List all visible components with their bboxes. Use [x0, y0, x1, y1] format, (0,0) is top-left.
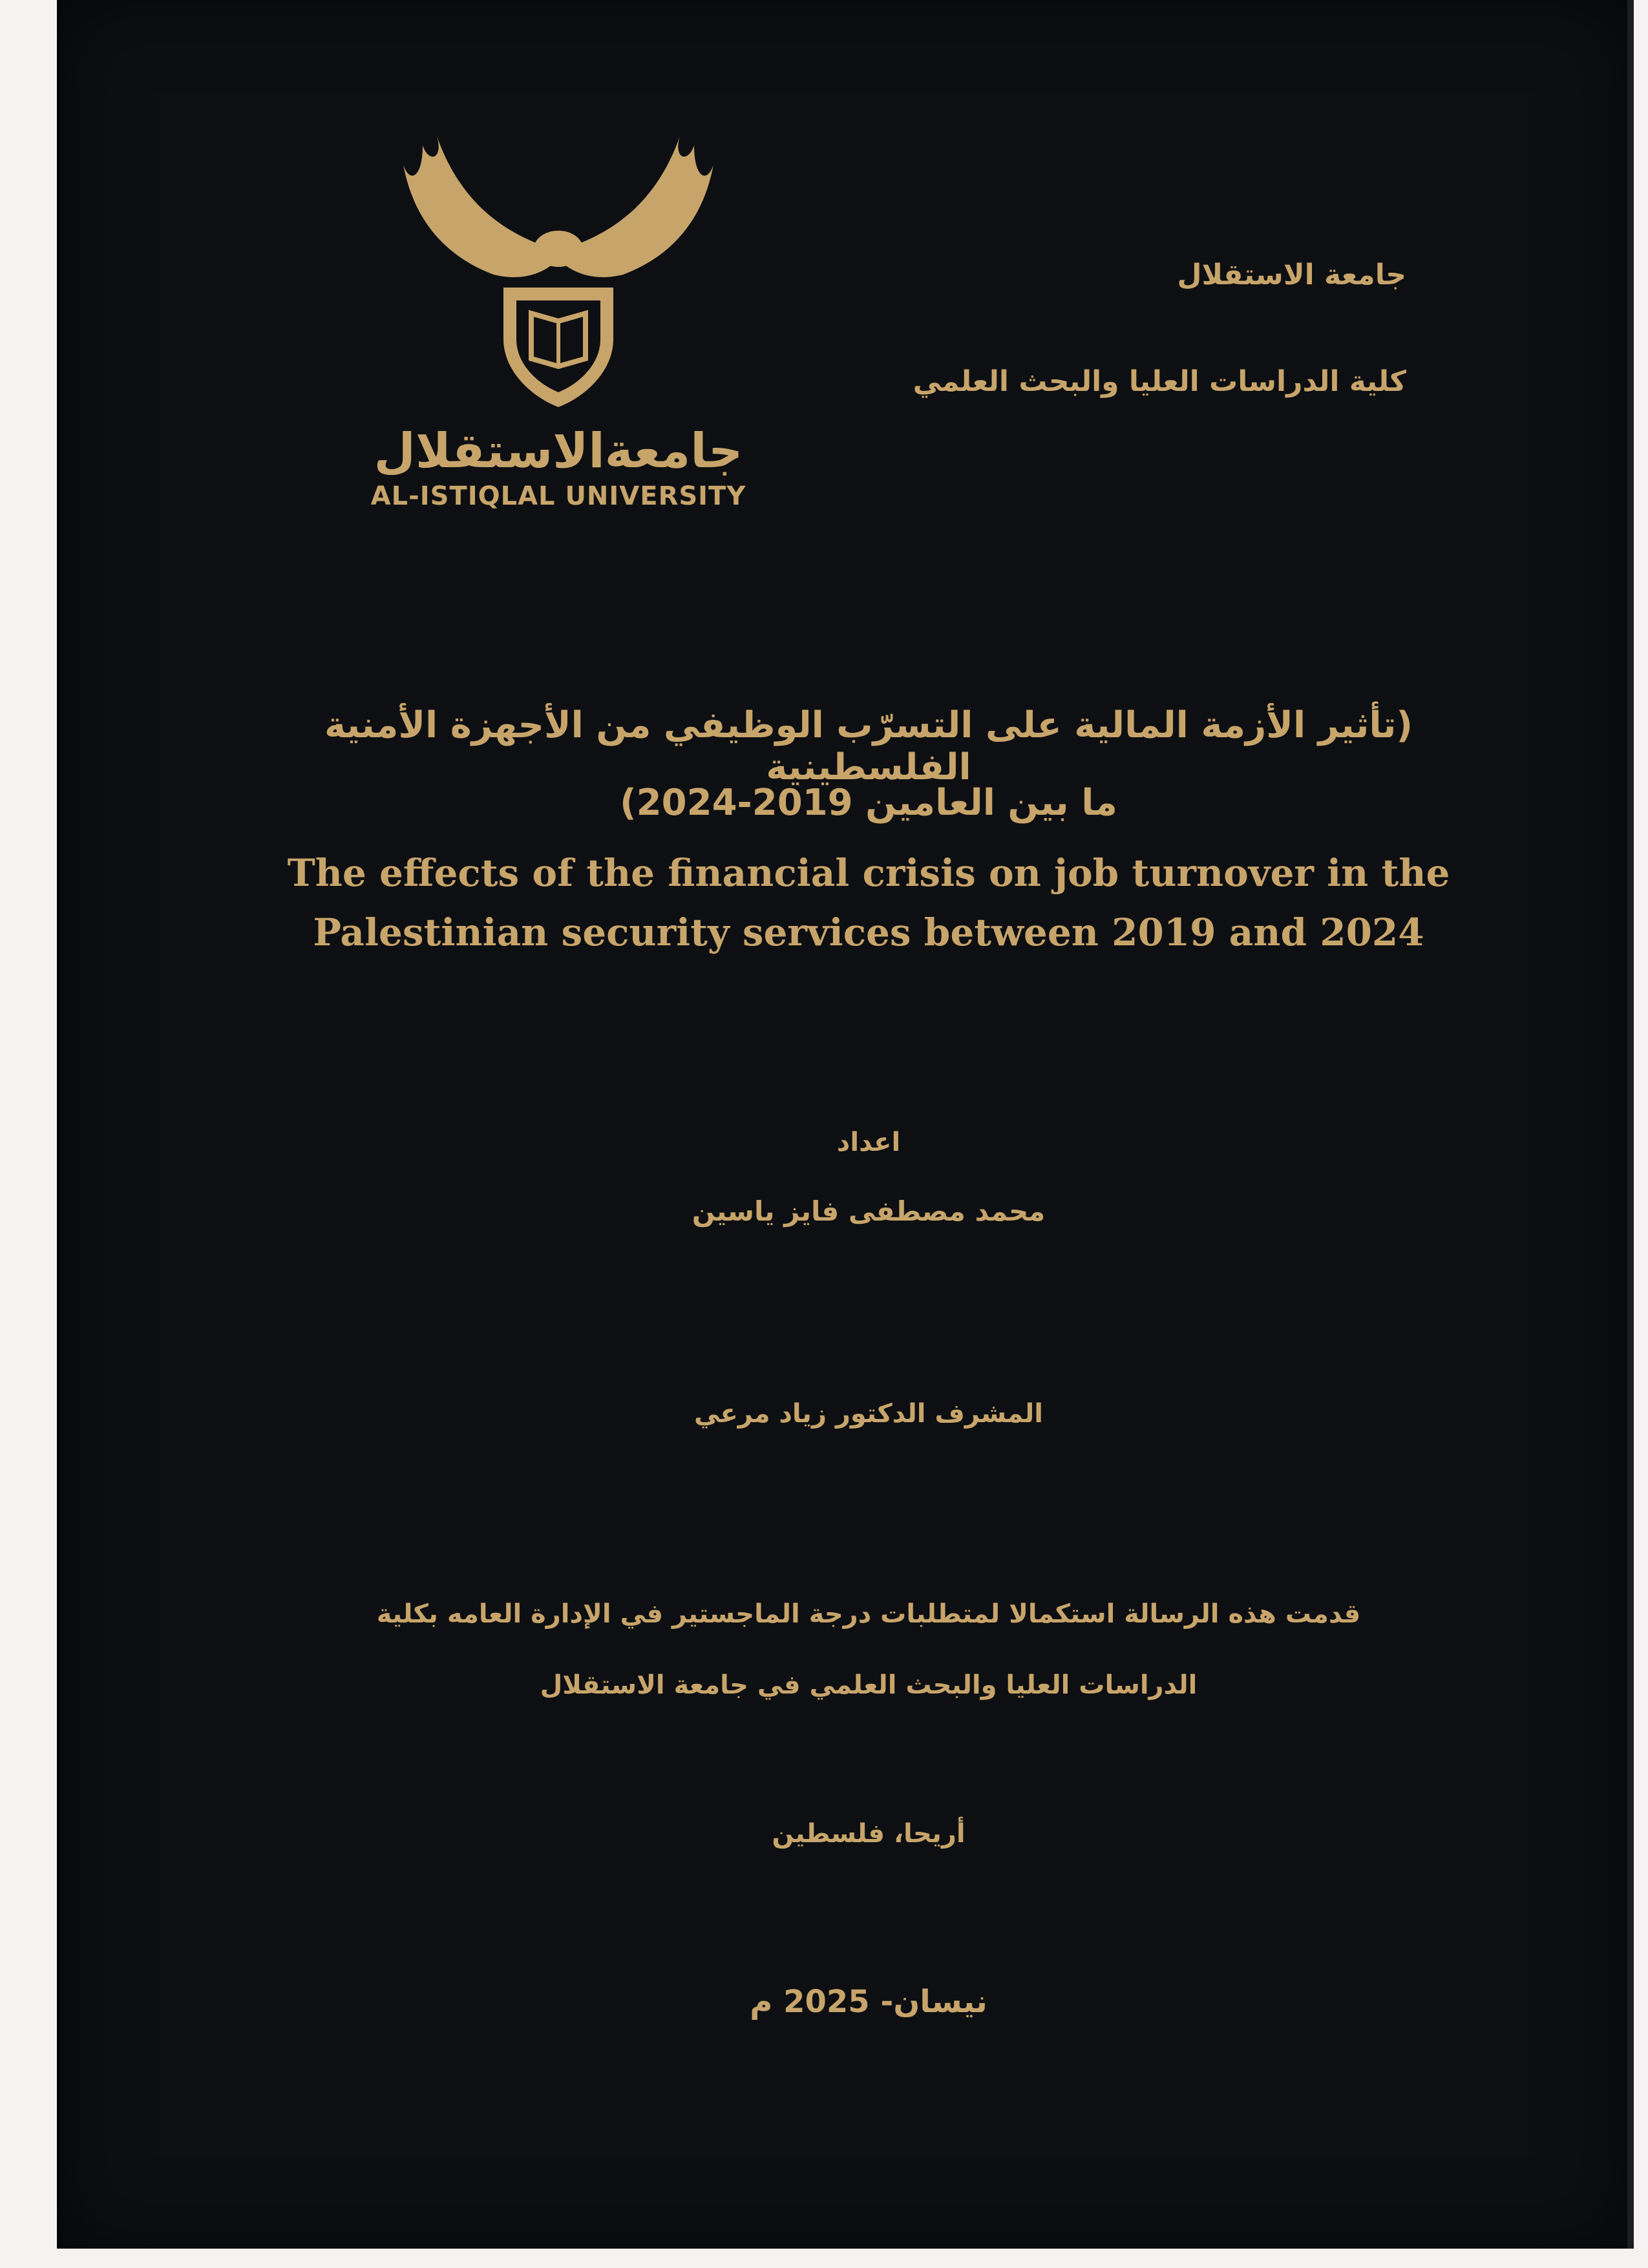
university-name: جامعة الاستقلال: [1177, 258, 1406, 291]
eagle-shield-icon: [364, 120, 752, 430]
thesis-cover: [57, 0, 1634, 2249]
university-logo: [364, 120, 752, 511]
student-name: محمد مصطفى فايز ياسين: [692, 1195, 1046, 1227]
thesis-title-arabic-line2: ما بين العامين 2019-2024): [620, 782, 1117, 824]
supervisor-name: المشرف الدكتور زياد مرعي: [694, 1399, 1043, 1429]
logo-name-english: AL-ISTIQLAL UNIVERSITY: [370, 481, 746, 511]
thesis-title-arabic-line1: (تأثير الأزمة المالية على التسرّب الوظيفي من الأجهزة الأمنية الفلسطينية: [324, 704, 1413, 788]
thesis-title-english: The effects of the financial crisis on job turnover in the Palestinian security services between 2019 and 2024: [287, 851, 1450, 954]
submission-statement-line2: الدراسات العليا والبحث العلمي في جامعة الاستقلال: [540, 1670, 1198, 1700]
logo-name-arabic: جامعةالاستقلال: [374, 423, 743, 479]
date: نيسان- 2025 م: [750, 1984, 988, 2020]
prepared-by-label: اعداد: [836, 1128, 901, 1157]
faculty-name: كلية الدراسات العليا والبحث العلمي: [913, 365, 1406, 398]
submission-statement-line1: قدمت هذه الرسالة استكمالا لمتطلبات درجة الماجستير في الإدارة العامه بكلية: [376, 1599, 1361, 1629]
place: أريحا، فلسطين: [772, 1819, 966, 1849]
